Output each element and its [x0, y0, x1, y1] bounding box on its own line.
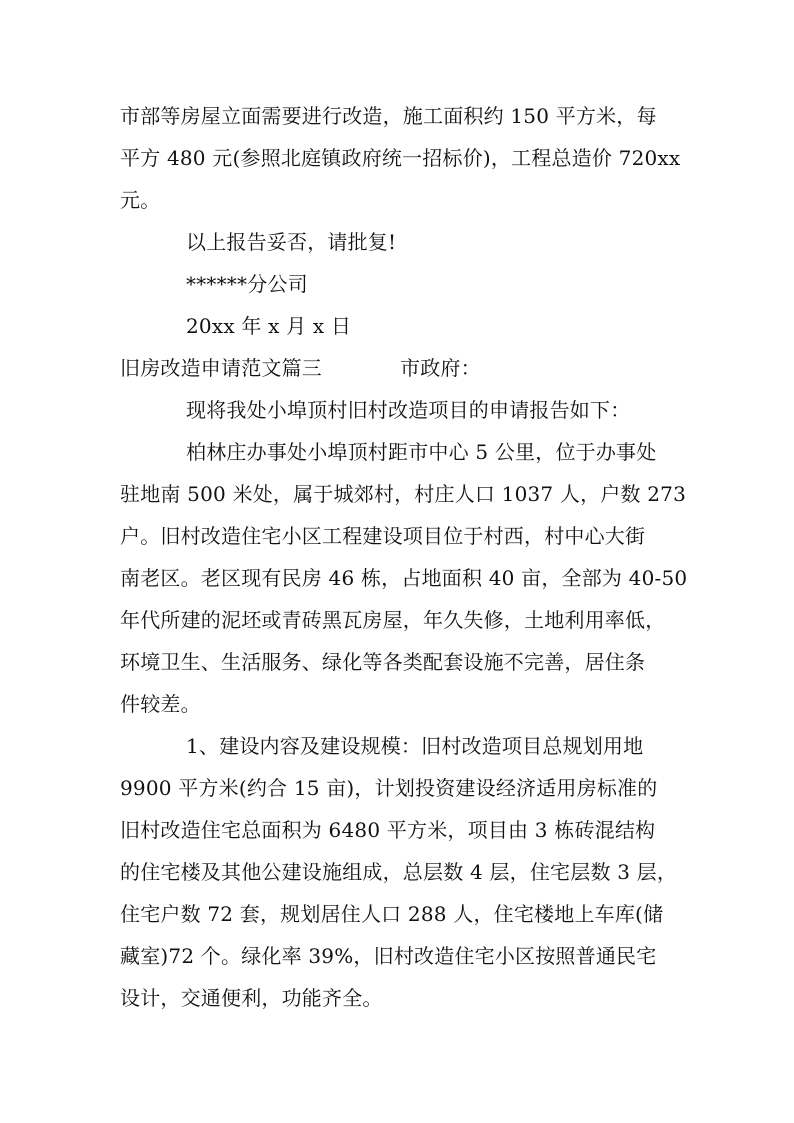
paragraph-line: 的住宅楼及其他公建设施组成，总层数 4 层，住宅层数 3 层，: [120, 860, 678, 884]
paragraph-line: 驻地南 500 米处，属于城郊村，村庄人口 1037 人，户数 273: [120, 482, 687, 506]
paragraph-line: 藏室)72 个。绿化率 39%，旧村改造住宅小区按照普通民宅: [120, 944, 657, 968]
paragraph-line: 柏林庄办事处小埠顶村距市中心 5 公里，位于办事处: [186, 440, 657, 464]
intro-line: 现将我处小埠顶村旧村改造项目的申请报告如下：: [186, 398, 631, 422]
paragraph-line: 9900 平方米(约合 15 亩)，计划投资建设经济适用房标准的: [120, 776, 658, 800]
paragraph-line: 件较差。: [120, 692, 201, 716]
paragraph-line: 户。旧村改造住宅小区工程建设项目位于村西，村中心大街: [120, 524, 646, 548]
closing-request: 以上报告妥否，请批复!: [186, 230, 397, 254]
paragraph-line: 住宅户数 72 套，规划居住人口 288 人，住宅楼地上车库(储: [120, 902, 664, 926]
addressee: 市政府：: [400, 356, 481, 380]
paragraph-line: 环境卫生、生活服务、绿化等各类配套设施不完善，居住条: [120, 650, 646, 674]
paragraph-line: 平方 480 元(参照北庭镇政府统一招标价)，工程总造价 720xx: [120, 146, 681, 170]
paragraph-line: 旧村改造住宅总面积为 6480 平方米，项目由 3 栋砖混结构: [120, 818, 656, 842]
paragraph-line: 年代所建的泥坯或青砖黑瓦房屋，年久失修，土地利用率低，: [120, 608, 666, 632]
paragraph-line: 市部等房屋立面需要进行改造，施工面积约 150 平方米，每: [120, 104, 657, 128]
signature-date: 20xx 年 x 月 x 日: [186, 314, 352, 338]
paragraph-line: 设计，交通便利，功能齐全。: [120, 986, 383, 1010]
paragraph-line: 南老区。老区现有民房 46 栋，占地面积 40 亩，全部为 40-50: [120, 566, 688, 590]
signature-company: ******分公司: [186, 272, 308, 296]
paragraph-line: 元。: [120, 188, 161, 212]
paragraph-line: 1、建设内容及建设规模：旧村改造项目总规划用地: [186, 734, 644, 758]
section-title: 旧房改造申请范文篇三: [120, 356, 322, 380]
